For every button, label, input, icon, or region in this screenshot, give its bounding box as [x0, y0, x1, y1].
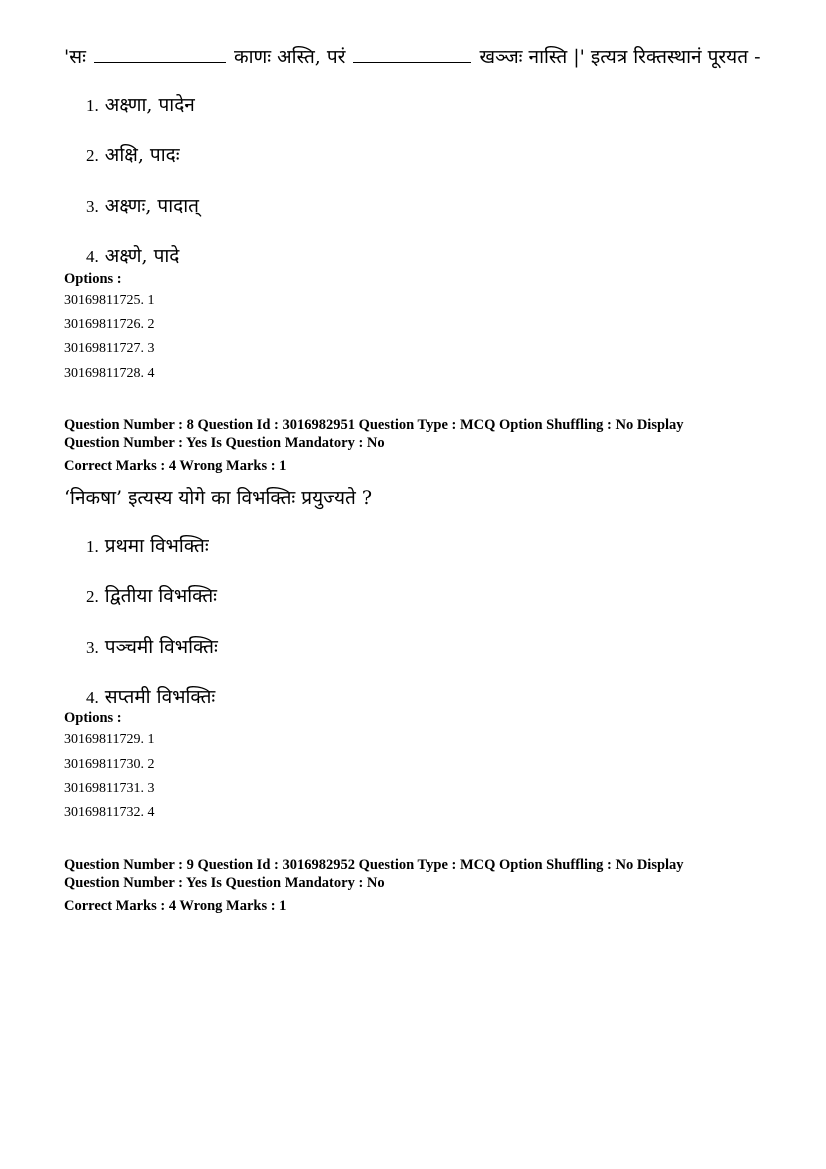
q8-options-label: Options : [64, 710, 122, 726]
q8-meta-line1: Question Number : 8 Question Id : 3016982951 Question Type : MCQ Option Shuffling : No Display [64, 417, 684, 433]
q8-stem: ‘निकषा’ इत्यस्य योगे का विभक्तिः प्रयुज्यते ? [64, 487, 373, 509]
q8-meta-line2: Question Number : Yes Is Question Mandatory : No [64, 435, 385, 451]
q7-stem-part1: 'सः [64, 46, 86, 68]
q7-options-label: Options : [64, 271, 122, 287]
q7-choice-1: 1. अक्ष्णा, पादेन [86, 94, 195, 116]
q8-meta-line3: Correct Marks : 4 Wrong Marks : 1 [64, 458, 287, 474]
q8-choice-4: 4. सप्तमी विभक्तिः [86, 686, 216, 708]
q8-choice-2: 2. द्वितीया विभक्तिः [86, 585, 217, 607]
q8-option-id-1: 30169811729. 1 [64, 732, 155, 747]
q8-option-id-2: 30169811730. 2 [64, 757, 155, 772]
q7-choice-2: 2. अक्षि, पादः [86, 144, 180, 166]
q7-option-id-2: 30169811726. 2 [64, 317, 155, 332]
fill-blank-2 [353, 61, 471, 63]
q7-stem-part3: खञ्जः नास्ति |' इत्यत्र रिक्तस्थानं पूरयत - [479, 46, 761, 68]
q7-option-id-3: 30169811727. 3 [64, 341, 155, 356]
q9-meta-line1: Question Number : 9 Question Id : 3016982952 Question Type : MCQ Option Shuffling : No Display [64, 857, 684, 873]
fill-blank-1 [94, 61, 226, 63]
q7-choice-4: 4. अक्ष्णे, पादे [86, 245, 180, 267]
q8-choice-3: 3. पञ्चमी विभक्तिः [86, 636, 218, 658]
q8-option-id-3: 30169811731. 3 [64, 781, 155, 796]
q7-option-id-4: 30169811728. 4 [64, 366, 155, 381]
q8-choice-1: 1. प्रथमा विभक्तिः [86, 535, 209, 557]
q8-option-id-4: 30169811732. 4 [64, 805, 155, 820]
q9-meta-line3: Correct Marks : 4 Wrong Marks : 1 [64, 898, 287, 914]
q9-meta-line2: Question Number : Yes Is Question Mandatory : No [64, 875, 385, 891]
q7-stem-part2: काणः अस्ति, परं [234, 46, 346, 68]
q7-option-id-1: 30169811725. 1 [64, 293, 155, 308]
q7-choice-3: 3. अक्ष्णः, पादात् [86, 195, 199, 217]
q7-stem [64, 43, 760, 69]
